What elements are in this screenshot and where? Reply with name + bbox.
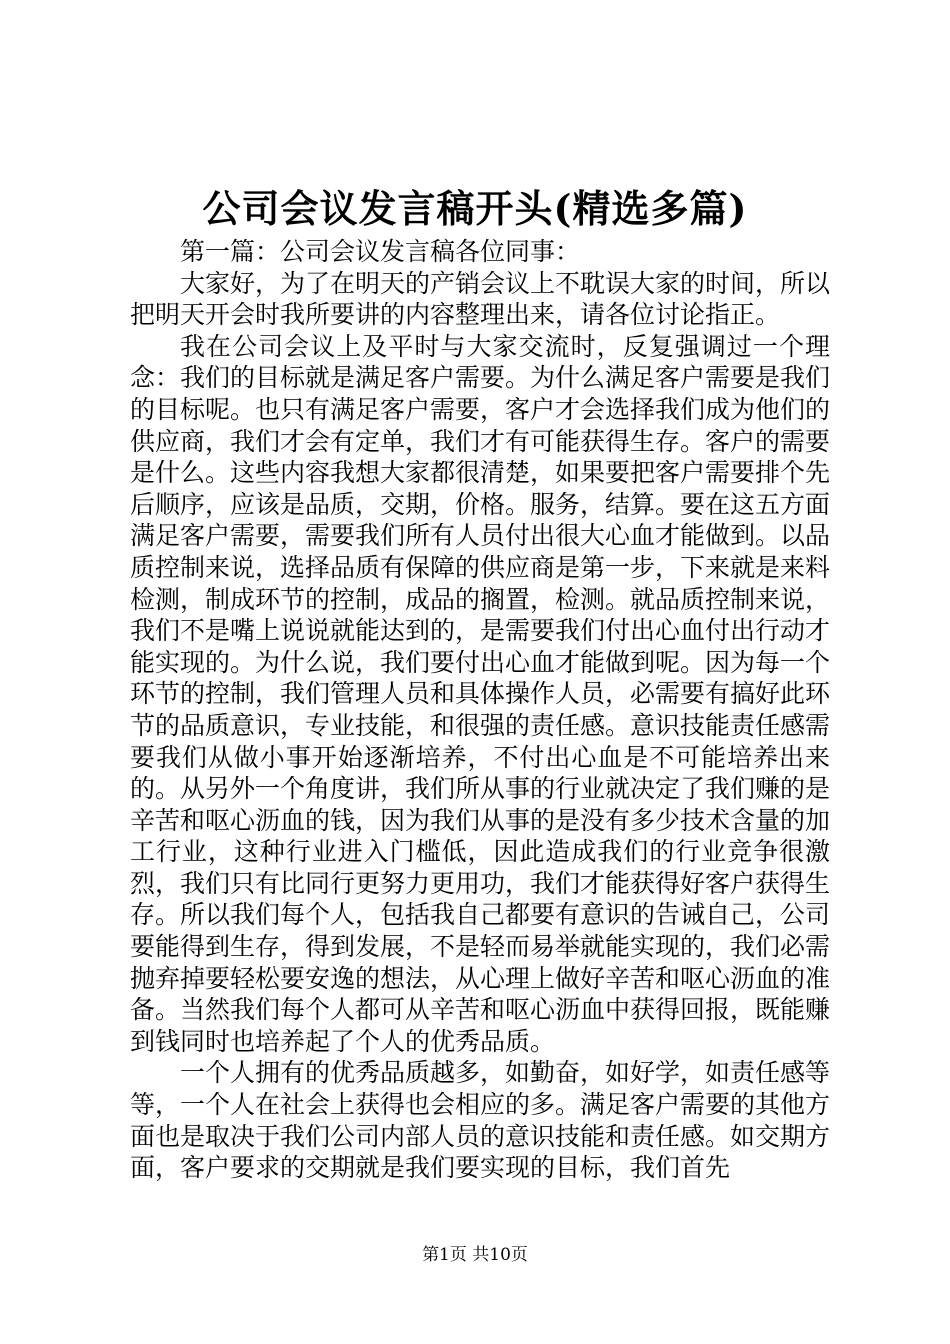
paragraph-3: 我在公司会议上及平时与大家交流时，反复强调过一个理念：我们的目标就是满足客户需要。为什么满足客户需要是我们的目标呢。也只有满足客户需要，客户才会选择我们成为他们的供应商，我们才会有定单，我们才有可能获得生存。客户的需要是什么。这些内容我想大家都很清楚，如果要把客户需要排个先后顺序，应该是品质，交期，价格。服务，结算。要在这五方面满足客户需要，需要我们所有人员付出很大心血才能做到。以品质控制来说，选择品质有保障的供应商是第一步，下来就是来料检测，制成环节的控制，成品的搁置，检测。就品质控制来说，我们不是嘴上说说就能达到的，是需要我们付出心血付出行动才能实现的。为什么说，我们要付出心血才能做到呢。因为每一个环节的控制，我们管理人员和具体操作人员，必需要有搞好此环节的品质意识，专业技能，和很强的责任感。意识技能责任感需要我们从做小事开始逐渐培养，不付出心血是不可能培养出来的。从另外一个角度讲，我们所从事的行业就决定了我们赚的是辛苦和呕心沥血的钱，因为我们从事的是没有多少技术含量的加工行业，这种行业进入门槛低，因此造成我们的行业竞争很激烈，我们只有比同行更努力更用功，我们才能获得好客户获得生存。所以我们每个人，包括我自己都要有意识的告诫自己，公司要能得到生存，得到发展，不是轻而易举就能实现的，我们必需抛弃掉要轻松要安逸的想法，从心理上做好辛苦和呕心沥血的准备。当然我们每个人都可从辛苦和呕心沥血中获得回报，既能赚到钱同时也培养起了个人的优秀品质。 [130,331,831,1056]
document-body [130,236,830,1184]
document-title: 公司会议发言稿开头(精选多篇) [202,186,748,231]
paragraph-4: 一个人拥有的优秀品质越多，如勤奋，如好学，如责任感等等，一个人在社会上获得也会相应的多。满足客户需要的其他方面也是取决于我们公司内部人员的意识技能和责任感。如交期方面，客户要求的交期就是我们要实现的目标，我们首先 [130,1058,831,1183]
paragraph-1: 第一篇：公司会议发言稿各位同事： [180,237,581,266]
page-number-footer: 第1页 共10页 [422,1245,528,1265]
paragraph-2: 大家好，为了在明天的产销会议上不耽误大家的时间，所以把明天开会时我所要讲的内容整理出来，请各位讨论指正。 [130,268,831,330]
